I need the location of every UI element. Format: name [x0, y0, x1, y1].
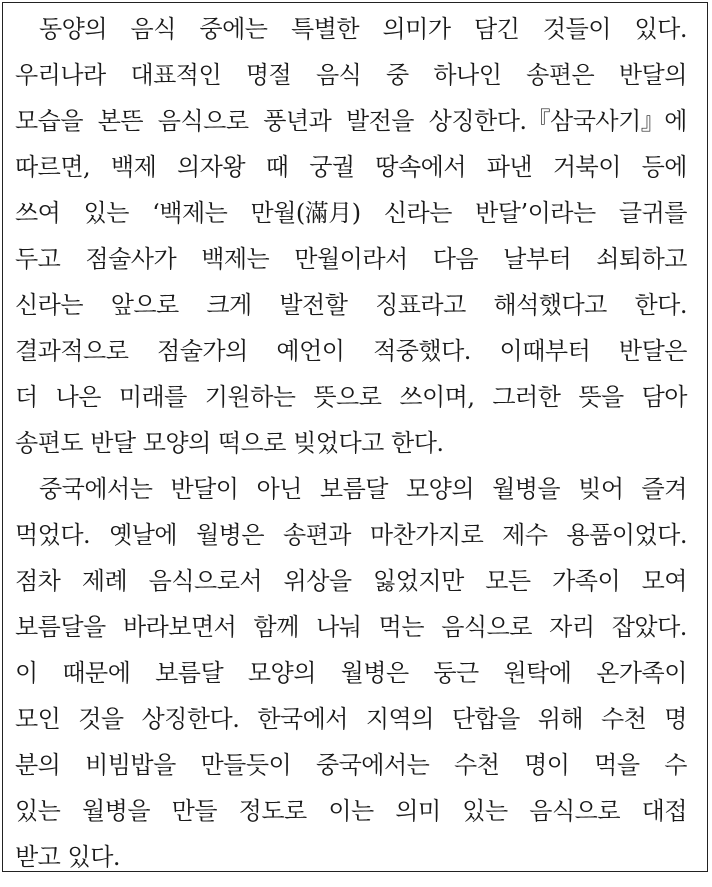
text-line: 분의 비빔밥을 만들듯이 중국에서는 수천 명이 먹을 수 — [15, 751, 687, 779]
text-line: 더 나은 미래를 기원하는 뜻으로 쓰이며, 그러한 뜻을 담아 — [15, 383, 687, 411]
text-line: 따르면, 백제 의자왕 때 궁궐 땅속에서 파낸 거북이 등에 — [15, 153, 687, 181]
paragraph — [15, 13, 687, 473]
text-line: 송편도 반달 모양의 떡으로 빚었다고 한다. — [15, 429, 444, 457]
text-line: 먹었다. 옛날에 월병은 송편과 마찬가지로 제수 용품이었다. — [15, 521, 687, 549]
text-line: 모습을 본뜬 음식으로 풍년과 발전을 상징한다.『삼국사기』에 — [15, 107, 687, 135]
text-line: 신라는 앞으로 크게 발전할 징표라고 해석했다고 한다. — [15, 291, 687, 319]
text-line: 이 때문에 보름달 모양의 월병은 둥근 원탁에 온가족이 — [15, 659, 687, 687]
text-line: 우리나라 대표적인 명절 음식 중 하나인 송편은 반달의 — [15, 61, 687, 89]
text-line: 두고 점술사가 백제는 만월이라서 다음 날부터 쇠퇴하고 — [15, 245, 687, 273]
text-line: 있는 월병을 만들 정도로 이는 의미 있는 음식으로 대접 — [15, 797, 687, 825]
text-line: 결과적으로 점술가의 예언이 적중했다. 이때부터 반달은 — [15, 337, 687, 365]
text-line: 쓰여 있는 ‘백제는 만월(滿月) 신라는 반달’이라는 글귀를 — [15, 199, 687, 227]
paragraph — [15, 473, 687, 887]
text-line: 받고 있다. — [15, 843, 121, 871]
text-line: 모인 것을 상징한다. 한국에서 지역의 단합을 위해 수천 명 — [15, 705, 687, 733]
text-line: 점차 제례 음식으로서 위상을 잃었지만 모든 가족이 모여 — [15, 567, 687, 595]
text-line: 동양의 음식 중에는 특별한 의미가 담긴 것들이 있다. — [39, 15, 687, 43]
passage-text — [15, 13, 687, 887]
text-line: 중국에서는 반달이 아닌 보름달 모양의 월병을 빚어 즐겨 — [39, 475, 687, 503]
text-box-frame — [2, 2, 708, 872]
text-line: 보름달을 바라보면서 함께 나눠 먹는 음식으로 자리 잡았다. — [15, 613, 687, 641]
